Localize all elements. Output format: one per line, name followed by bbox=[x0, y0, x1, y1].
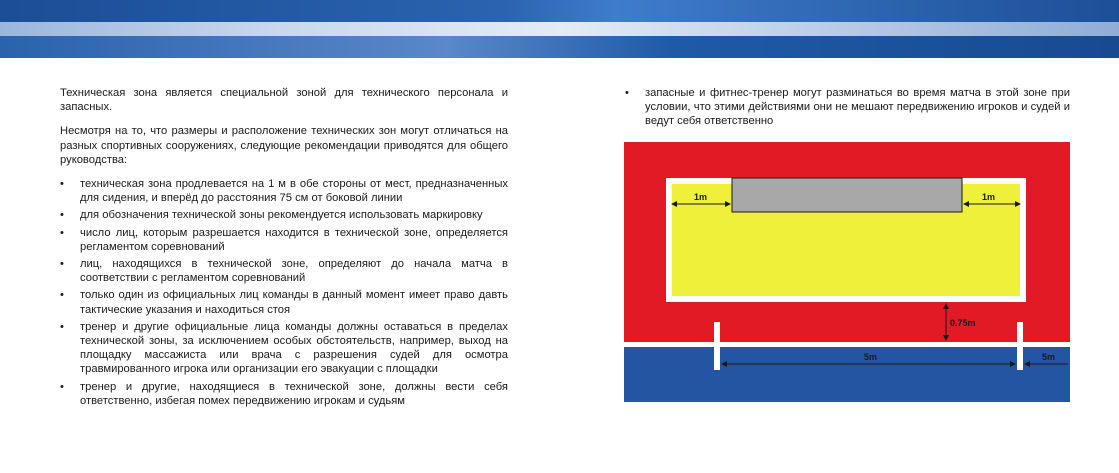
pitch-area bbox=[624, 347, 1070, 402]
side-5m-label: 5m bbox=[1042, 352, 1056, 362]
list-item bbox=[60, 320, 508, 377]
list-item bbox=[625, 86, 1070, 129]
bullet-icon: • bbox=[60, 178, 64, 191]
right-1m-label: 1m bbox=[982, 192, 996, 202]
left-column bbox=[60, 86, 508, 411]
bullet-icon: • bbox=[60, 226, 64, 239]
header-stripe-top bbox=[0, 0, 1119, 22]
list-item bbox=[60, 208, 508, 222]
bullet-icon: • bbox=[60, 209, 64, 222]
touchline bbox=[624, 342, 1070, 347]
intro-paragraph: Техническая зона является специальной зоной для технического персонала и запасных. bbox=[60, 87, 508, 114]
technical-area-diagram bbox=[624, 142, 1070, 402]
guidance-paragraph: Несмотря на то, что размеры и расположение технических зон могут отличаться на разных спортивных сооружениях, следующие рекомендации приводятся для общего руководства: bbox=[60, 125, 508, 166]
list-item bbox=[60, 380, 508, 408]
technical-area-svg bbox=[624, 142, 1070, 402]
list-item-text: для обозначения технической зоны рекомендуется использовать маркировку bbox=[80, 209, 483, 222]
list-item bbox=[60, 177, 508, 205]
recommendations-list bbox=[60, 177, 508, 408]
right-marker-line bbox=[1017, 322, 1023, 370]
bullet-icon: • bbox=[60, 258, 64, 271]
bullet-icon: • bbox=[60, 380, 64, 393]
depth-label: 0.75m bbox=[950, 318, 976, 328]
bullet-icon: • bbox=[60, 320, 64, 333]
list-item-text: только один из официальных лиц команды в данный момент имеет право давть тактические указания и находиться стоя bbox=[80, 289, 508, 316]
bullet-icon: • bbox=[60, 289, 64, 302]
list-item-text: техническая зона продлевается на 1 м в обе стороны от мест, предназначенных для сидения, и вперёд до расстояния 75 см от боковой линии bbox=[80, 178, 508, 205]
list-item bbox=[60, 226, 508, 254]
team-bench bbox=[732, 178, 962, 212]
list-item bbox=[60, 257, 508, 285]
right-column bbox=[625, 86, 1070, 132]
list-item-text: число лиц, которым разрешается находится в технической зоне, определяется регламентом соревнований bbox=[80, 226, 508, 253]
list-item-text: запасные и фитнес-тренер могут разминаться во время матча в этой зоне при условии, что этими действиями они не мешают передвижению игроков и судей и ведут себя ответственно bbox=[645, 87, 1070, 128]
warmup-list bbox=[625, 86, 1070, 129]
list-item bbox=[60, 288, 508, 316]
left-marker-line bbox=[714, 322, 720, 370]
list-item-text: тренер и другие официальные лица команды должны оставаться в пределах технической зоны, за исключением особых обстоятельств, например, выход на площадку массажиста или врача с разрешения судей для осмотра травмированного игрока или организации его эвакуации с площадки bbox=[80, 320, 508, 376]
header-stripe-bottom bbox=[0, 36, 1119, 58]
list-item-text: тренер и другие, находящиеся в технической зоне, должны вести себя ответственно, избегая помех передвижению игрокам и судьям bbox=[80, 380, 508, 407]
header-banner bbox=[0, 0, 1119, 58]
bullet-icon: • bbox=[625, 87, 629, 99]
left-1m-label: 1m bbox=[694, 192, 708, 202]
width-5m-label: 5m bbox=[864, 352, 878, 362]
list-item-text: лиц, находящихся в технической зоне, определяют до начала матча в соответствии с регламентом соревнований bbox=[80, 258, 508, 285]
header-stripe-middle bbox=[0, 22, 1119, 36]
